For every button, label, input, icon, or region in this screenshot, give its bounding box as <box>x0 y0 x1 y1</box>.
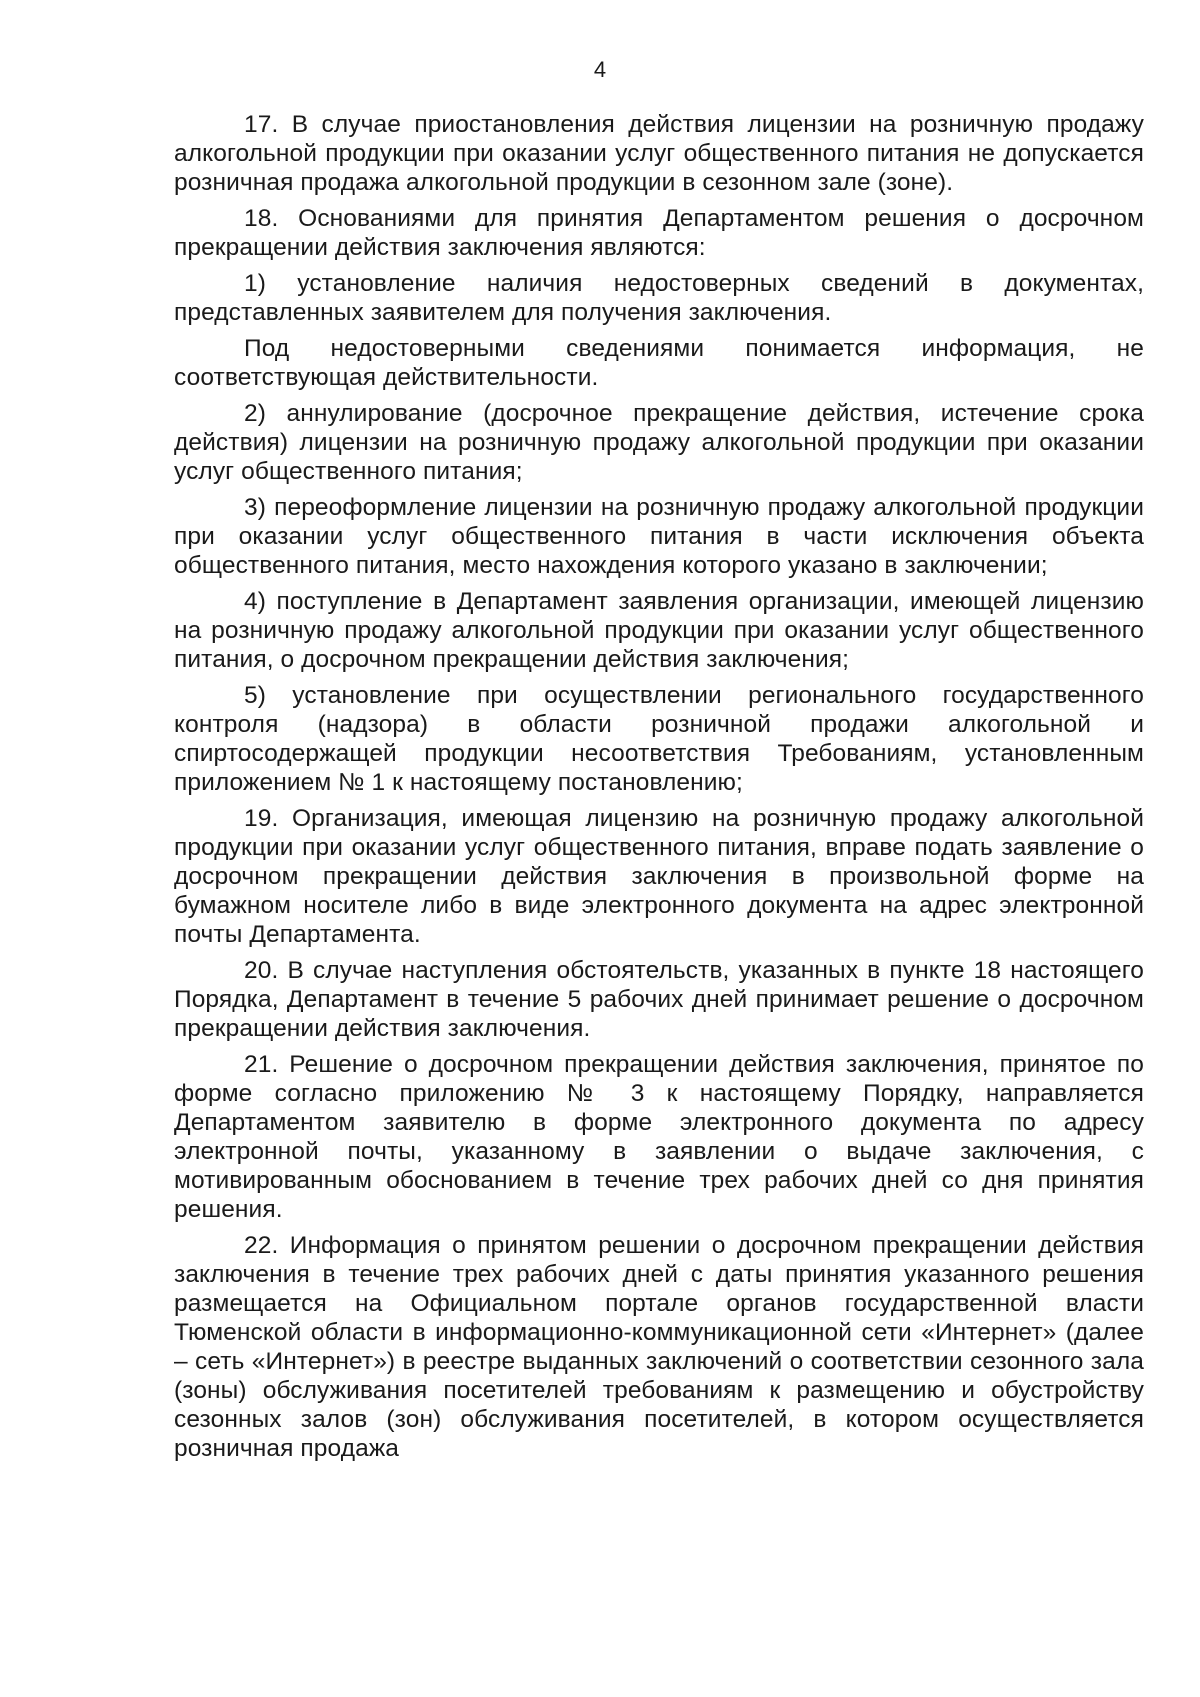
paragraph-22: 22. Информация о принятом решении о досрочном прекращении действия заключения в течение трех рабочих дней с даты принятия указанного решения размещается на Официальном портале органов государственной власти Тюменской области в информационно-коммуникационной сети «Интернет» (далее – сеть «Интернет») в реестре выданных заключений о соответствии сезонного зала (зоны) обслуживания посетителей требованиям к размещению и обустройству сезонных залов (зон) обслуживания посетителей, в котором осуществляется розничная продажа <box>174 1232 1144 1462</box>
paragraph-19: 19. Организация, имеющая лицензию на розничную продажу алкогольной продукции при оказании услуг общественного питания, вправе подать заявление о досрочном прекращении действия заключения в произвольной форме на бумажном носителе либо в виде электронного документа на адрес электронной почты Департамента. <box>174 805 1144 948</box>
paragraph-18-item-2: 2) аннулирование (досрочное прекращение действия, истечение срока действия) лицензии на розничную продажу алкогольной продукции при оказании услуг общественного питания; <box>174 400 1144 485</box>
paragraph-18-item-5: 5) установление при осуществлении регионального государственного контроля (надзора) в области розничной продажи алкогольной и спиртосодержащей продукции несоответствия Требованиям, установленным приложением № 1 к настоящему постановлению; <box>174 682 1144 796</box>
paragraph-18-item-1-note: Под недостоверными сведениями понимается информация, не соответствующая действительности. <box>174 335 1144 391</box>
paragraph-17: 17. В случае приостановления действия лицензии на розничную продажу алкогольной продукции при оказании услуг общественного питания не допускается розничная продажа алкогольной продукции в сезонном зале (зоне). <box>174 111 1144 196</box>
paragraph-20: 20. В случае наступления обстоятельств, указанных в пункте 18 настоящего Порядка, Департамент в течение 5 рабочих дней принимает решение о досрочном прекращении действия заключения. <box>174 957 1144 1042</box>
paragraph-18-item-3: 3) переоформление лицензии на розничную продажу алкогольной продукции при оказании услуг общественного питания в части исключения объекта общественного питания, место нахождения которого указано в заключении; <box>174 494 1144 579</box>
paragraph-18-item-1: 1) установление наличия недостоверных сведений в документах, представленных заявителем для получения заключения. <box>174 270 1144 326</box>
paragraph-18-item-4: 4) поступление в Департамент заявления организации, имеющей лицензию на розничную продажу алкогольной продукции при оказании услуг общественного питания, о досрочном прекращении действия заключения; <box>174 588 1144 673</box>
paragraph-18: 18. Основаниями для принятия Департаментом решения о досрочном прекращении действия заключения являются: <box>174 205 1144 261</box>
page-number: 4 <box>593 57 607 82</box>
document-body <box>174 110 1144 1470</box>
paragraph-21: 21. Решение о досрочном прекращении действия заключения, принятое по форме согласно приложению № 3 к настоящему Порядку, направляется Департаментом заявителю в форме электронного документа по адресу электронной почты, указанному в заявлении о выдаче заключения, с мотивированным обоснованием в течение трех рабочих дней со дня принятия решения. <box>174 1051 1144 1223</box>
